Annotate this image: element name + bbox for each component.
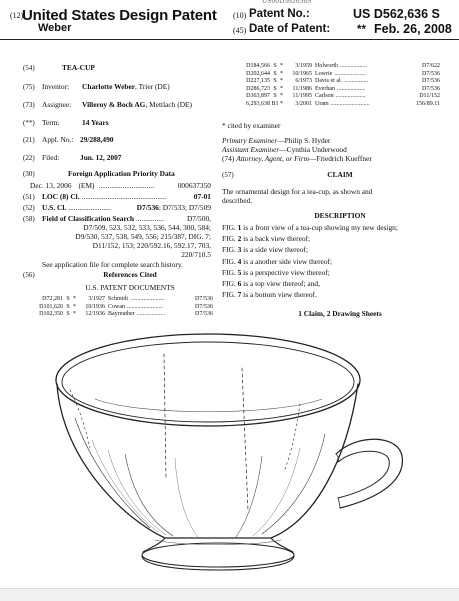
citation-kind: S: [273, 93, 277, 100]
foreign-priority-row: [30, 181, 211, 190]
fig-label: FIG.: [222, 256, 236, 266]
primary-examiner-line: [222, 136, 330, 145]
assignee-location: , Mettlach (DE): [145, 100, 193, 109]
figure-description-list: [222, 222, 454, 300]
citation-dots: .....................: [334, 70, 366, 77]
citation-class: D7/536: [422, 70, 440, 77]
figure-description: [222, 244, 454, 255]
inid-code-73: (73): [23, 101, 35, 109]
us-cl-primary: D7/536: [136, 203, 159, 212]
inid-code-21: (21): [23, 136, 35, 144]
inid-code-22: (22): [23, 154, 35, 162]
us-cl-row: [42, 203, 211, 212]
citation-number: D101,620: [39, 303, 63, 310]
field-search-continued: [42, 223, 211, 259]
term-label: Term:: [42, 118, 60, 127]
us-patent-documents-heading: U.S. PATENT DOCUMENTS: [85, 283, 175, 292]
fig-number: 3: [237, 245, 242, 255]
fig-text: is a perspective view thereof;: [241, 267, 330, 277]
assignee-line: [82, 100, 192, 109]
citation-star: *: [280, 63, 283, 69]
citation-row: [23, 296, 213, 304]
date-marker: **: [357, 24, 366, 36]
foreign-number: 000637350: [177, 181, 211, 190]
field-search-line: D11/152, 153; 220/592.16, 592.17, 703,: [92, 241, 211, 250]
loc-dots: ..............................................: [81, 192, 167, 201]
citation-star: *: [280, 100, 283, 107]
inventor-location: , Trier (DE): [135, 82, 170, 91]
date-of-patent-label: Date of Patent:: [249, 23, 331, 35]
term-value: 14 Years: [82, 118, 109, 127]
citation-star: *: [73, 303, 76, 310]
inventor-name: Charlotte Weber: [82, 82, 136, 91]
citation-row: [230, 101, 440, 109]
attorney-name: —Friedrich Kueffner: [308, 154, 372, 163]
citation-number: D202,644: [246, 70, 270, 77]
right-references-list: [230, 63, 440, 109]
loc-row: [42, 192, 211, 201]
fig-text: is a another side view thereof;: [241, 256, 333, 266]
citation-dots: ........................: [127, 303, 163, 310]
references-cited-heading: References Cited: [103, 270, 157, 279]
citation-row: [230, 86, 440, 94]
filed-label: Filed:: [42, 153, 60, 162]
citation-number: D286,723: [246, 85, 270, 92]
citation-kind: S: [273, 70, 277, 77]
citation-kind: S: [273, 85, 277, 92]
citation-kind: S: [273, 78, 277, 85]
patent-no-label: Patent No.:: [249, 8, 310, 20]
citation-row: [230, 78, 440, 86]
fig-label: FIG.: [222, 234, 236, 244]
claim-heading: CLAIM: [327, 170, 353, 179]
citation-date: 10/1936: [85, 303, 105, 310]
attorney-line: [222, 154, 372, 163]
attorney-label: Attorney, Agent, or Firm: [236, 154, 309, 163]
fig-label: FIG.: [222, 245, 236, 255]
field-search-row: [42, 214, 211, 223]
field-search-dots: ...............: [136, 214, 164, 223]
inventor-label: Inventor:: [42, 82, 70, 91]
inid-code-54: (54): [23, 64, 35, 72]
assistant-examiner-line: [222, 145, 347, 154]
figure-description: [222, 256, 454, 267]
claims-drawings-count: 1 Claim, 2 Drawing Sheets: [298, 309, 382, 318]
primary-examiner-label: Primary Examiner: [222, 136, 278, 145]
tea-cup-drawing: [0, 330, 459, 588]
fig-label: FIG.: [222, 267, 236, 277]
citation-dots: ..................: [340, 63, 367, 69]
citation-number: D227,135: [246, 78, 270, 85]
assistant-examiner-label: Assistant Examiner: [222, 145, 280, 154]
citation-row: [230, 63, 440, 71]
fig-text: is a back view thereof;: [241, 234, 311, 244]
description-heading: DESCRIPTION: [314, 211, 366, 220]
fig-text: is a side view thereof;: [241, 245, 309, 255]
citation-name: Lowrie: [315, 70, 333, 77]
field-search-line: D7/509, 523, 532, 533, 536, 544, 300, 584;: [83, 223, 211, 232]
figure-description: [222, 233, 454, 244]
field-search-line: 220/710.5: [181, 250, 211, 259]
citation-class: D7/536: [195, 296, 213, 302]
citation-kind: B1: [271, 100, 279, 107]
citation-name: Everhan: [315, 85, 335, 92]
citation-kind: S: [66, 303, 70, 310]
citation-class: D7/536: [195, 311, 213, 318]
citation-number: D72,281: [42, 296, 63, 302]
inid-code-75: (75): [23, 83, 35, 91]
citation-star: *: [73, 311, 76, 318]
cited-by-examiner: * cited by examiner: [222, 121, 281, 130]
assignee-name: Villeroy & Boch AG: [82, 100, 146, 109]
foreign-office: (EM): [78, 181, 95, 190]
foreign-dots: ..............................: [98, 181, 154, 190]
inid-code-45: (45): [233, 26, 247, 35]
fig-label: FIG.: [222, 223, 236, 232]
document-title: United States Design Patent: [22, 7, 217, 24]
fig-number: 2: [237, 234, 242, 244]
citation-kind: S: [273, 63, 277, 69]
citation-dots: ...................: [136, 311, 166, 318]
field-search-line: D9/530, 537, 538, 549, 556; 215/387, DIG. 7;: [75, 232, 211, 241]
foreign-date: Dec. 13, 2006: [30, 181, 72, 190]
fig-text: is a bottom view thereof.: [241, 290, 317, 300]
claim-text-line: The ornamental design for a tea-cup, as shown and: [222, 187, 373, 196]
figure-description: [222, 289, 454, 300]
citation-name: Uram: [315, 100, 329, 107]
citation-class: 156/89.11: [416, 100, 440, 107]
citation-row: [230, 71, 440, 79]
citation-class: D7/536: [422, 78, 440, 85]
fig-text: is a top view thereof; and,: [241, 279, 320, 289]
appl-no-value: 29/288,490: [80, 135, 114, 144]
figure-description: [222, 278, 454, 289]
fig-number: 6: [237, 279, 242, 289]
inid-code-74: (74): [222, 154, 235, 163]
citation-number: D363,897: [246, 93, 270, 100]
us-docs-list: [23, 296, 213, 319]
barcode-text: US00D562636S: [262, 0, 312, 5]
inid-code-12: (12): [10, 11, 24, 20]
fig-number: 7: [237, 290, 242, 300]
inid-code-10: (10): [233, 11, 247, 20]
citation-name: Schmidt: [108, 296, 129, 302]
figure-description: [222, 222, 454, 233]
assignee-label: Assignee:: [42, 100, 72, 109]
inid-code-56: (56): [23, 271, 35, 279]
inid-code-51: (51): [23, 193, 35, 201]
citation-name: Holworth: [315, 63, 338, 69]
citation-date: 10/1965: [292, 70, 312, 77]
citation-name: Davis et al.: [315, 78, 343, 85]
citation-dots: .......................: [130, 296, 165, 302]
field-search-label: Field of Classification Search: [42, 214, 135, 223]
citation-dots: ....................: [335, 93, 366, 100]
citation-number: 6,293,638: [246, 100, 270, 107]
field-search-line: D7/500,: [186, 214, 211, 223]
fig-text: is a front view of a tea-cup showing my new design;: [241, 223, 398, 232]
citation-kind: S: [66, 296, 70, 302]
primary-examiner: —Philip S. Hyder: [277, 136, 331, 145]
citation-star: *: [280, 85, 283, 92]
citation-class: D7/536: [195, 303, 213, 310]
inid-code-58: (58): [23, 215, 35, 223]
citation-number: D184,566: [246, 63, 270, 69]
inid-code-52: (52): [23, 204, 35, 212]
foreign-priority-heading: Foreign Application Priority Data: [68, 169, 175, 178]
citation-dots: ...................: [337, 85, 366, 92]
horizontal-scrollbar[interactable]: [0, 588, 459, 601]
inid-code-30: (30): [23, 170, 35, 178]
loc-label: LOC (8) Cl.: [42, 192, 80, 201]
citation-row: [230, 93, 440, 101]
citation-date: 11/1995: [292, 93, 312, 100]
citation-class: D7/622: [422, 63, 440, 69]
citation-date: 12/1936: [85, 311, 105, 318]
us-cl-label: U.S. Cl.: [42, 203, 67, 212]
fig-number: 1: [237, 223, 242, 232]
inventor-surname: Weber: [38, 22, 72, 34]
figure-description: [222, 267, 454, 278]
citation-name: Carlson: [315, 93, 334, 100]
inid-code-57: (57): [222, 171, 234, 179]
citation-name: Bayreuther: [108, 311, 135, 318]
assistant-examiner: —Cynthia Underwood: [279, 145, 347, 154]
us-cl-secondary: ; D7/533; D7/509: [158, 203, 211, 212]
citation-class: D11/152: [419, 93, 440, 100]
fig-label: FIG.: [222, 279, 236, 289]
fig-number: 4: [237, 256, 242, 266]
citation-dots: ................: [344, 78, 369, 85]
citation-name: Cowan: [108, 303, 125, 310]
citation-row: [23, 304, 213, 312]
citation-date: 3/1959: [295, 63, 312, 69]
citation-date: 3/1927: [88, 296, 105, 302]
citation-date: 3/2001: [295, 100, 312, 107]
citation-star: *: [280, 78, 283, 85]
citation-dots: ..........................: [330, 100, 370, 107]
appl-no-label: Appl. No.:: [42, 135, 74, 144]
see-application-note: See application file for complete search history.: [42, 260, 183, 269]
citation-star: *: [73, 296, 76, 302]
inid-code-term: (**): [23, 119, 35, 127]
loc-value: 07-01: [193, 192, 211, 201]
fig-label: FIG.: [222, 290, 236, 300]
us-cl-dots: .......................: [68, 203, 111, 212]
patent-number: US D562,636 S: [353, 7, 440, 21]
citation-date: 11/1986: [292, 85, 312, 92]
inventor-line: [82, 82, 170, 91]
claim-text-line: described.: [222, 196, 253, 205]
citation-number: D102,350: [39, 311, 63, 318]
fig-number: 5: [237, 267, 242, 277]
date-of-patent: Feb. 26, 2008: [374, 22, 452, 36]
citation-row: [23, 311, 213, 319]
citation-star: *: [280, 93, 283, 100]
citation-date: 6/1973: [295, 78, 312, 85]
citation-kind: S: [66, 311, 70, 318]
design-title: TEA-CUP: [62, 63, 95, 72]
citation-star: *: [280, 70, 283, 77]
citation-class: D7/536: [422, 85, 440, 92]
filed-value: Jun. 12, 2007: [80, 153, 122, 162]
